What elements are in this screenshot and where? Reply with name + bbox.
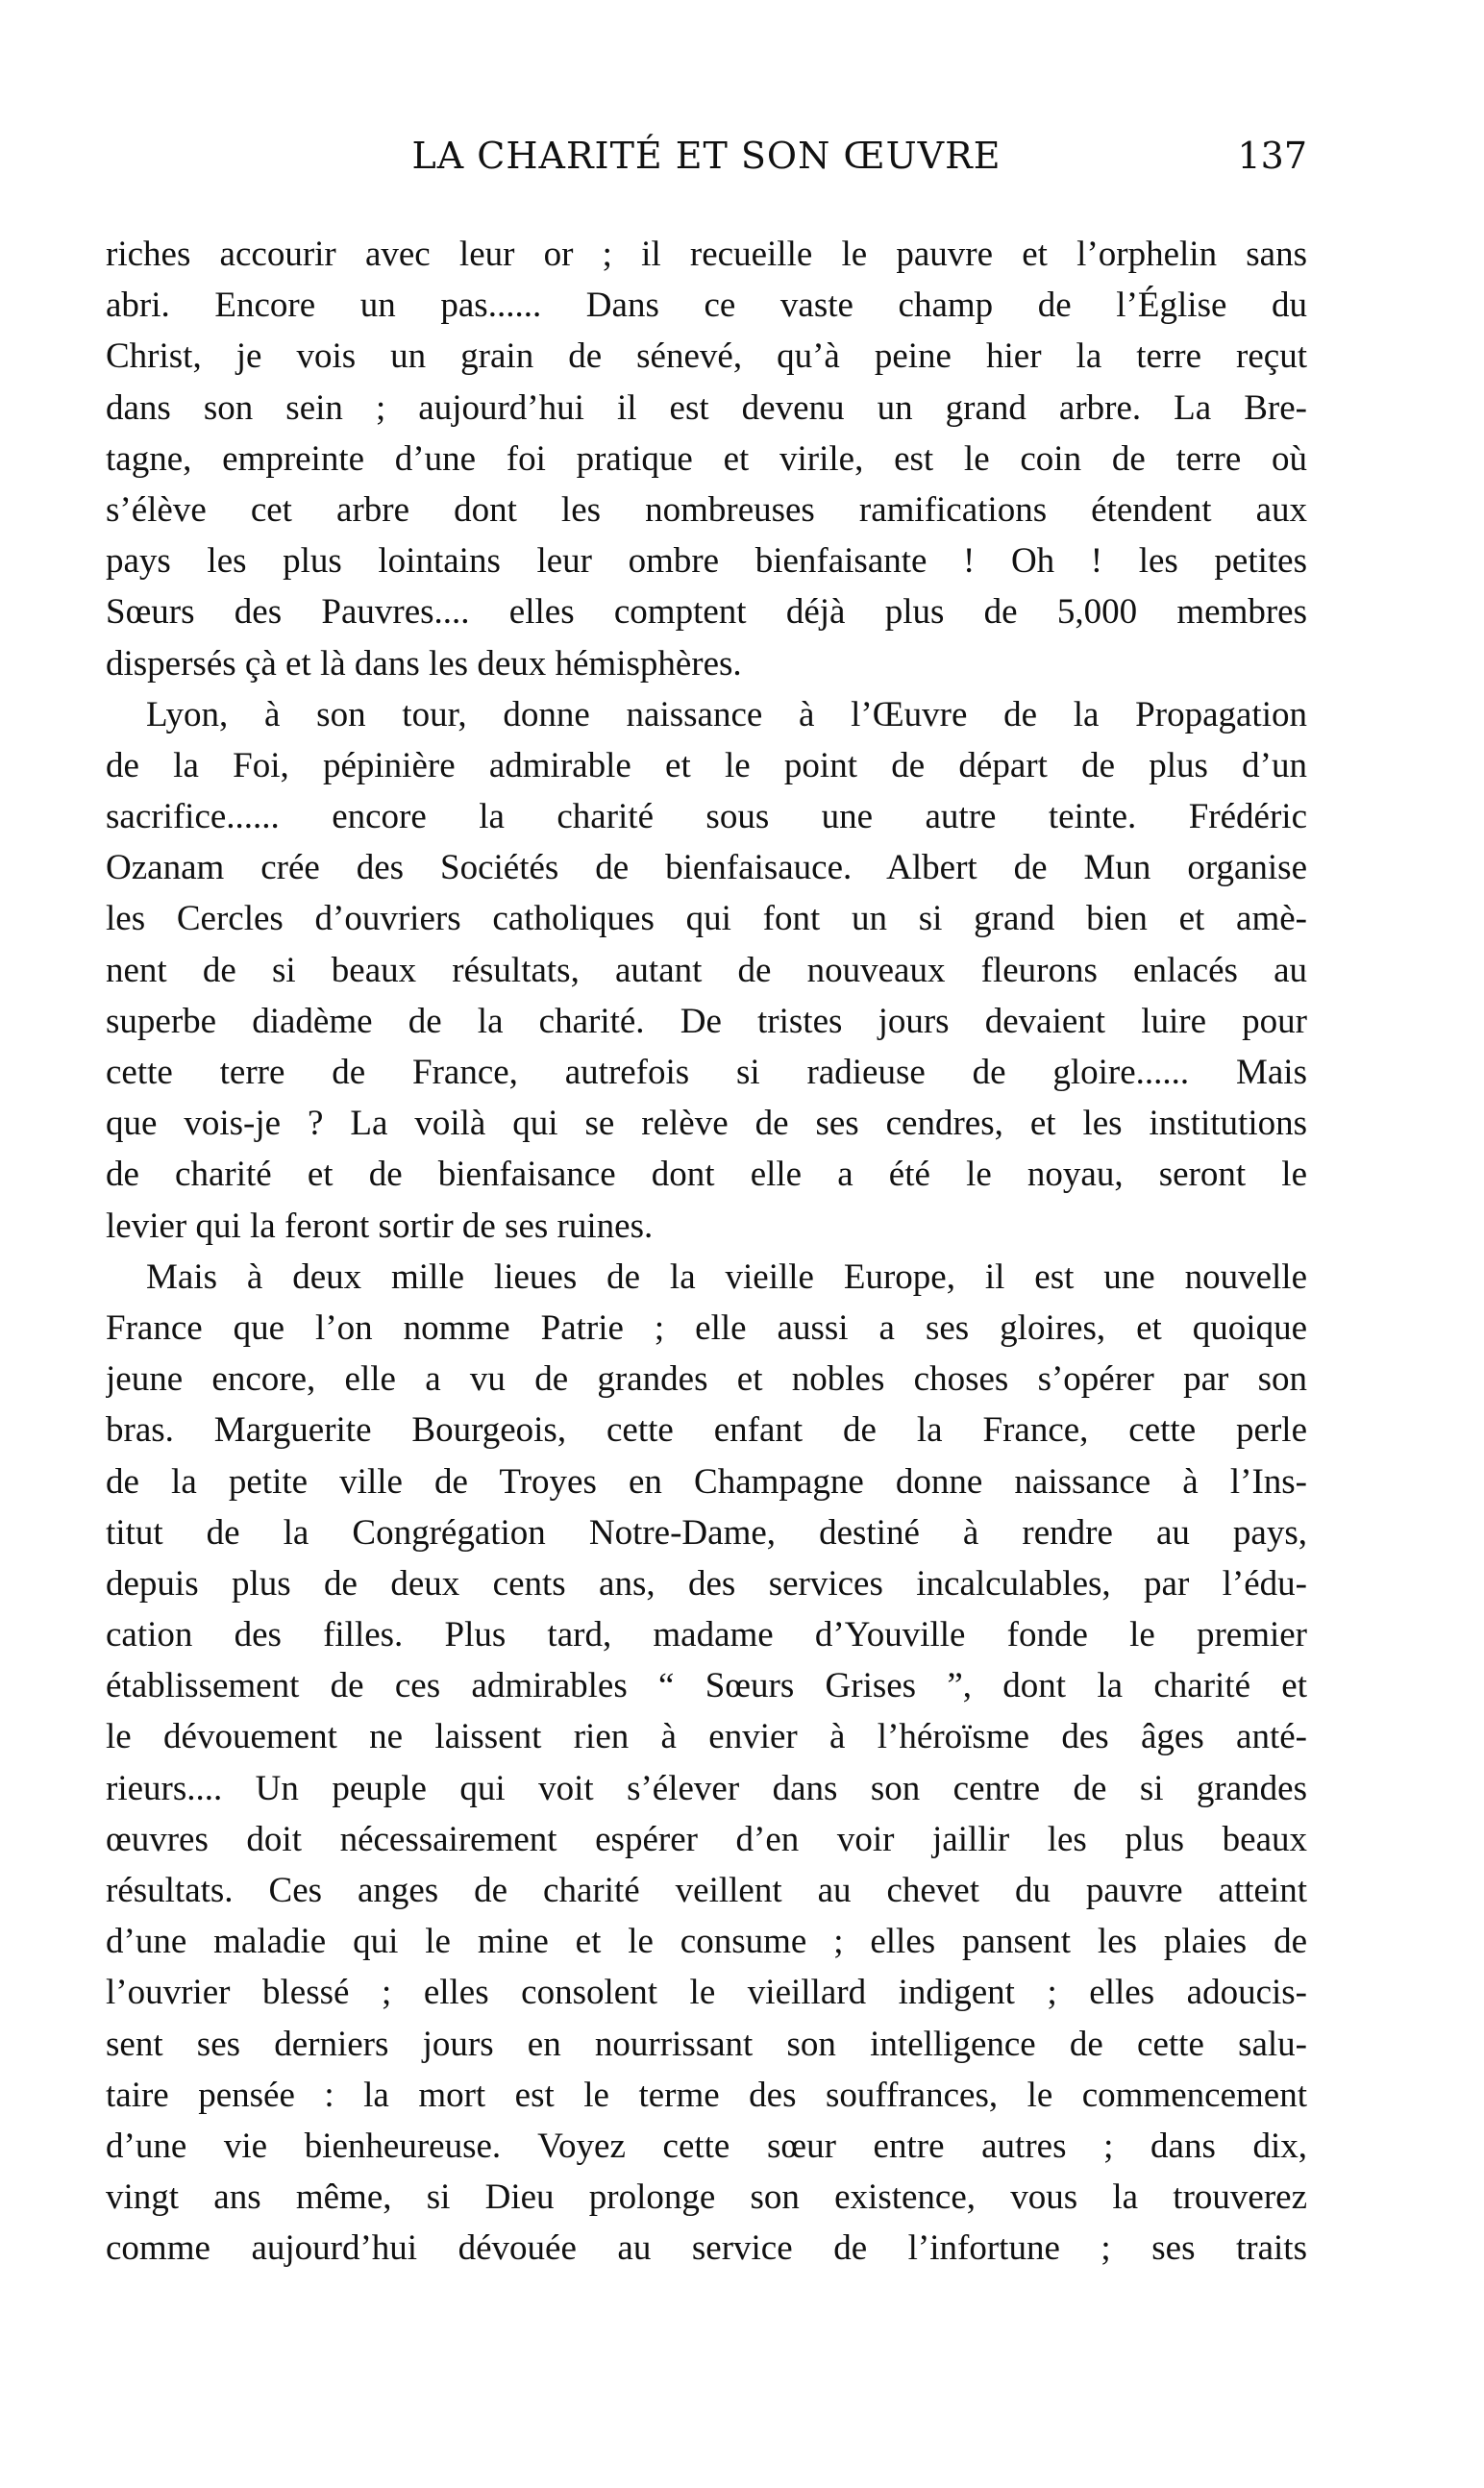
text-line: Mais à deux mille lieues de la vieille Europe, il est une nouvelle bbox=[146, 1256, 1307, 1297]
text-line: de la petite ville de Troyes en Champagne donne naissance à l’Ins- bbox=[106, 1461, 1307, 1502]
text-line: sent ses derniers jours en nourrissant son intelligence de cette salu- bbox=[106, 2024, 1307, 2064]
text-line: rieurs.... Un peuple qui voit s’élever dans son centre de si grandes bbox=[106, 1768, 1307, 1808]
text-line: vingt ans même, si Dieu prolonge son existence, vous la trouverez bbox=[106, 2177, 1307, 2218]
page-header bbox=[106, 125, 1307, 202]
text-line: Lyon, à son tour, donne naissance à l’Œuvre de la Propagation bbox=[146, 694, 1307, 734]
text-line: Sœurs des Pauvres.... elles comptent déjà plus de 5,000 membres bbox=[106, 592, 1307, 633]
text-line: titut de la Congrégation Notre-Dame, destiné à rendre au pays, bbox=[106, 1512, 1307, 1553]
text-line: riches accourir avec leur or ; il recueille le pauvre et l’orphelin sans bbox=[106, 235, 1307, 274]
text-line: les Cercles d’ouvriers catholiques qui font un si grand bien et amè- bbox=[106, 899, 1307, 939]
text-line: s’élève cet arbre dont les nombreuses ramifications étendent aux bbox=[106, 489, 1307, 530]
text-line: nent de si beaux résultats, autant de nouveaux fleurons enlacés au bbox=[106, 950, 1307, 990]
running-title: LA CHARITÉ ET SON ŒUVRE bbox=[411, 135, 1002, 177]
text-line: d’une maladie qui le mine et le consume ; elles pansent les plaies de bbox=[106, 1922, 1307, 1962]
text-line: comme aujourd’hui dévouée au service de l’infortune ; ses traits bbox=[106, 2228, 1307, 2269]
text-line: depuis plus de deux cents ans, des services incalculables, par l’édu- bbox=[106, 1563, 1307, 1604]
text-line: d’une vie bienheureuse. Voyez cette sœur entre autres ; dans dix, bbox=[106, 2126, 1307, 2166]
text-line: de la Foi, pépinière admirable et le point de départ de plus d’un bbox=[106, 745, 1307, 785]
text-line: France que l’on nomme Patrie ; elle aussi a ses gloires, et quoique bbox=[106, 1307, 1307, 1348]
text-line: le dévouement ne laissent rien à envier à l’héroïsme des âges anté- bbox=[106, 1717, 1307, 1757]
text-line: abri. Encore un pas...... Dans ce vaste champ de l’Église du bbox=[106, 286, 1307, 326]
text-line: bras. Marguerite Bourgeois, cette enfant de la France, cette perle bbox=[106, 1410, 1307, 1451]
text-line: sacrifice...... encore la charité sous une autre teinte. Frédéric bbox=[106, 797, 1307, 837]
text-line: Christ, je vois un grain de sénevé, qu’à peine hier la terre reçut bbox=[106, 336, 1307, 377]
text-line: pays les plus lointains leur ombre bienfaisante ! Oh ! les petites bbox=[106, 541, 1307, 582]
text-line: levier qui la feront sortir de ses ruines. bbox=[106, 1206, 654, 1246]
text-line: cation des filles. Plus tard, madame d’Youville fonde le premier bbox=[106, 1615, 1307, 1655]
text-line: dispersés çà et là dans les deux hémisphères. bbox=[106, 643, 742, 684]
text-line: cette terre de France, autrefois si radieuse de gloire...... Mais bbox=[106, 1053, 1307, 1092]
text-line: résultats. Ces anges de charité veillent au chevet du pauvre atteint bbox=[106, 1871, 1307, 1910]
body-text bbox=[106, 229, 1307, 2275]
text-line: tagne, empreinte d’une foi pratique et virile, est le coin de terre où bbox=[106, 438, 1307, 479]
book-page bbox=[106, 125, 1307, 2275]
text-line: que vois-je ? La voilà qui se relève de ses cendres, et les institutions bbox=[106, 1104, 1307, 1144]
text-line: de charité et de bienfaisance dont elle a été le noyau, seront le bbox=[106, 1155, 1307, 1195]
text-line: Ozanam crée des Sociétés de bienfaisauce. Albert de Mun organise bbox=[106, 848, 1307, 888]
text-line: jeune encore, elle a vu de grandes et nobles choses s’opérer par son bbox=[106, 1359, 1307, 1400]
text-line: taire pensée : la mort est le terme des souffrances, le commencement bbox=[106, 2075, 1307, 2115]
text-line: dans son sein ; aujourd’hui il est devenu un grand arbre. La Bre- bbox=[106, 387, 1307, 428]
page-number: 137 bbox=[1237, 135, 1307, 177]
text-line: superbe diadème de la charité. De tristes jours devaient luire pour bbox=[106, 1001, 1307, 1041]
text-line: œuvres doit nécessairement espérer d’en voir jaillir les plus beaux bbox=[106, 1819, 1307, 1859]
text-line: l’ouvrier blessé ; elles consolent le vieillard indigent ; elles adoucis- bbox=[106, 1973, 1307, 2013]
text-line: établissement de ces admirables “ Sœurs Grises ”, dont la charité et bbox=[106, 1666, 1307, 1706]
